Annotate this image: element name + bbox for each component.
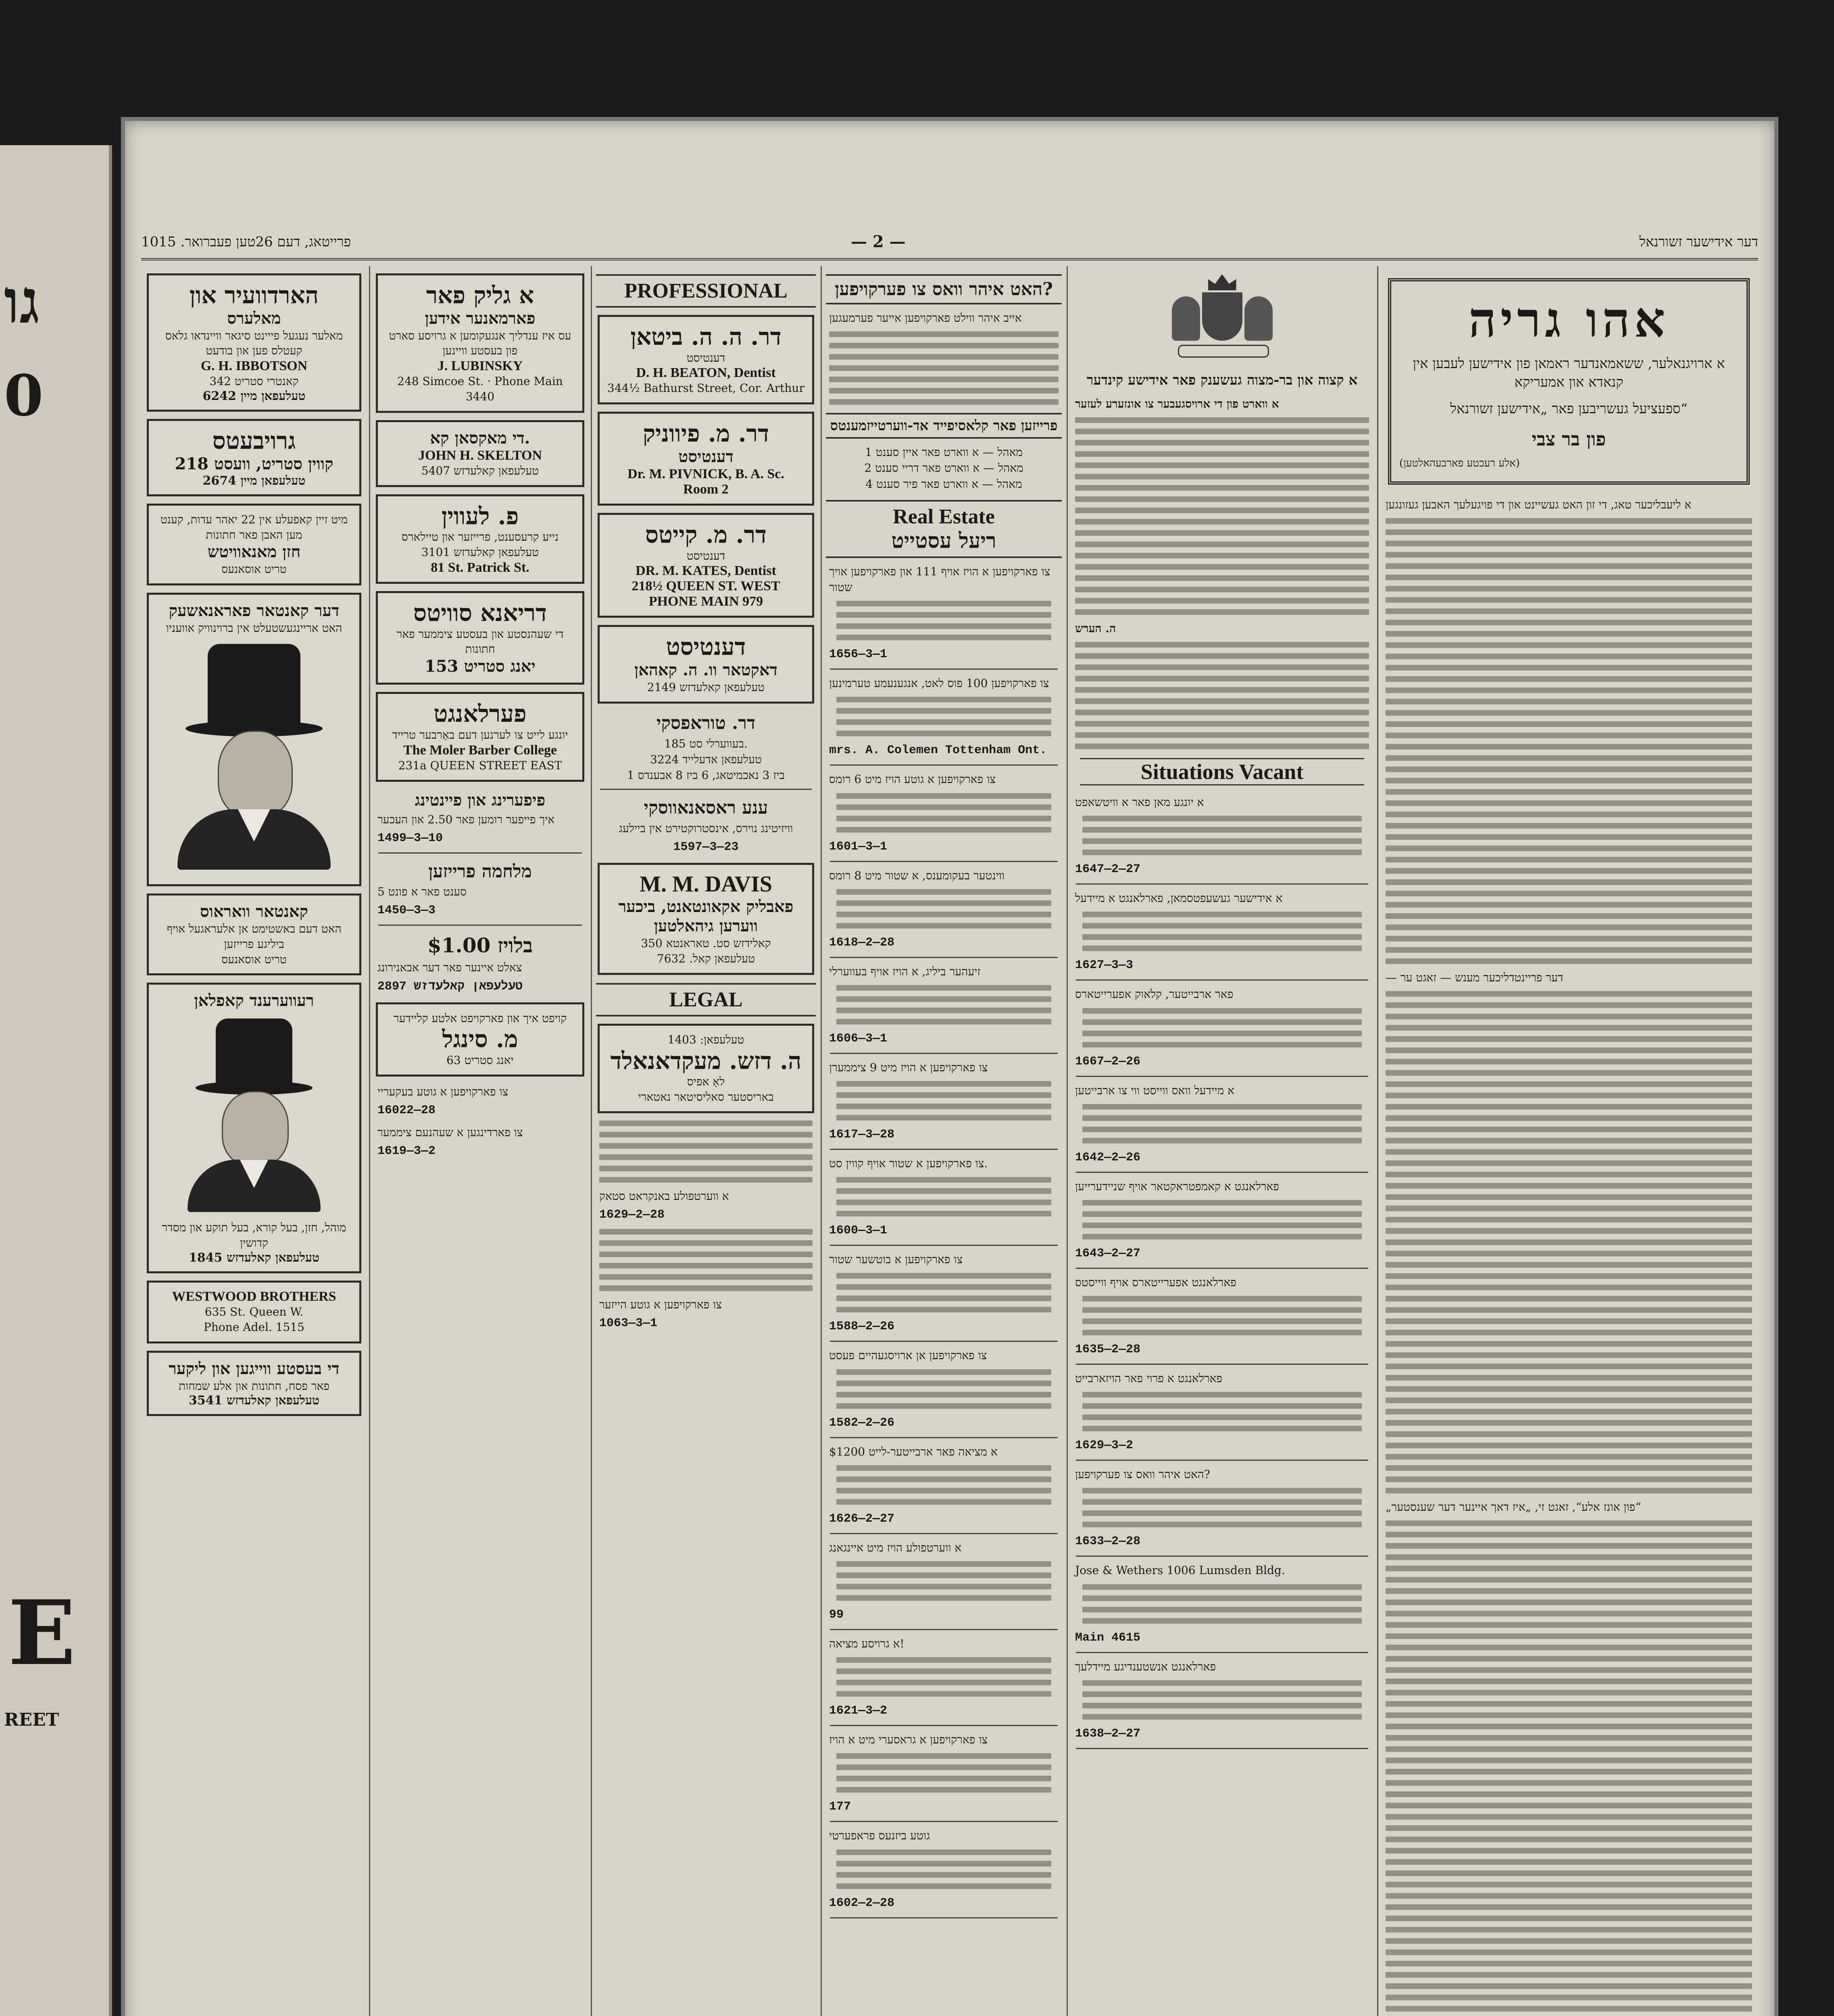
section-heading-real-estate bbox=[826, 500, 1062, 558]
rate-line: 1 מאהל — א ווארט פאר איין סענט bbox=[865, 446, 1023, 459]
ad-phone: טעלעפאן קאלעדזש 5407 bbox=[421, 464, 539, 477]
classified-item bbox=[829, 771, 1059, 855]
classified-text: צו פארקויפען א גוטע בעקעריי bbox=[377, 1085, 509, 1098]
ad-levin bbox=[376, 494, 584, 584]
ad-name: DR. M. KATES, Dentist bbox=[636, 563, 776, 579]
ad-phone: טעלעפאן מיין 2674 bbox=[202, 473, 306, 488]
portrait-cantor-illustration bbox=[169, 644, 339, 870]
classified-ref: 99 bbox=[829, 1608, 844, 1622]
prev-page-number: 0 bbox=[4, 363, 44, 429]
classified-text: פארלאנגט א קאמפטראקטאר אויף שניידערייען bbox=[1075, 1179, 1279, 1193]
text-block bbox=[836, 1561, 1051, 1601]
classified-ref: 1588—2—26 bbox=[829, 1320, 895, 1334]
classified-text: זיעהער ביליג, א הויז אויף בעווערלי bbox=[829, 964, 981, 978]
ad-text: פאר פסח, חתונות און אלע שמחות bbox=[178, 1379, 330, 1393]
classified-item bbox=[829, 1636, 1059, 1719]
ad-name: JOHN H. SKELTON bbox=[418, 448, 542, 463]
ad-title: מ. סינגל bbox=[442, 1025, 518, 1053]
ad-title: ה. דזש. מעקדאנאלד bbox=[610, 1047, 802, 1075]
classified-ref: 1621—3—2 bbox=[829, 1704, 888, 1718]
classified-list bbox=[1068, 794, 1376, 1749]
story-rights-note: (אלע רעכטע פארבעהאלטען) bbox=[1399, 457, 1520, 469]
ad-subtitle: דענטיסט bbox=[686, 549, 725, 562]
classified-text: א אידישער געשעפטסמאן, פארלאנגט א מיידעל bbox=[1075, 891, 1283, 905]
story-subtitle: א ארויגנאלער, ששאמאנדער ראמאן פון אידישען לעבען אין קנאדא און אמעריקא bbox=[1413, 356, 1725, 390]
ad-kahan-dentist bbox=[598, 625, 814, 703]
text-block bbox=[836, 1369, 1051, 1409]
heading-english: Real Estate bbox=[893, 505, 995, 528]
text-block bbox=[836, 697, 1051, 736]
ad-address: קווין סטריט, וועסט 218 bbox=[175, 454, 333, 473]
classified-text: א גרויסע מציאה! bbox=[829, 1637, 904, 1650]
ad-beaton-dentist bbox=[598, 315, 814, 404]
ad-text: האט דעם באשטימט אן אלעראגעל אויף ביליגע פרייזען bbox=[167, 922, 342, 951]
text-block bbox=[836, 1081, 1051, 1120]
classified-ref: 1063—3—1 bbox=[599, 1316, 658, 1331]
classified-text: האט איהר וואס צו פערקויפען? bbox=[1075, 1468, 1210, 1481]
ad-title: דר. מ. קייטס bbox=[645, 521, 767, 548]
ad-name: J. LUBINSKY bbox=[437, 358, 523, 374]
header-masthead: דער אידישער זשורנאל bbox=[1639, 234, 1758, 250]
classified-ref: 1618—2—28 bbox=[829, 935, 895, 950]
text-block bbox=[836, 1849, 1051, 1889]
ad-text: באריסטער סאליסיטאר נאטארי bbox=[638, 1090, 774, 1104]
classified-ref: 1629—3—2 bbox=[1075, 1439, 1134, 1453]
ad-mcdonald-lawyer bbox=[598, 1024, 814, 1113]
ad-singer bbox=[376, 1002, 584, 1077]
rate-line: 2 מאהל — א ווארט פאר דריי סענט bbox=[864, 461, 1023, 475]
ad-contact: טריט אוסאנעס bbox=[221, 952, 287, 966]
ad-title: פ. לעווין bbox=[441, 502, 519, 530]
previous-page-edge bbox=[0, 145, 112, 2016]
classified-item bbox=[1075, 1083, 1369, 1166]
ad-text: קויפט איך און פארקויפט אלטע קליידער bbox=[393, 1011, 567, 1025]
royal-coat-of-arms-emblem bbox=[1170, 274, 1275, 363]
ad-title: דר. ה. ה. ביטאן bbox=[630, 323, 782, 350]
ad-title: דענטיסט bbox=[666, 633, 746, 661]
ad-phone: PHONE MAIN 979 bbox=[648, 594, 763, 609]
ad-text: עס איז ענדליך אנגעקומען א גרויסע סארט פון בעסטע וויינען bbox=[389, 329, 571, 358]
prev-page-headline: גו bbox=[4, 266, 40, 337]
ad-ref: 1450—3—3 bbox=[377, 904, 436, 918]
classified-ref: 1642—2—26 bbox=[1075, 1150, 1141, 1164]
text-block bbox=[1082, 912, 1362, 951]
story-text-block bbox=[1386, 1520, 1752, 2016]
classified-text: א יונגע מאן פאר א וויטשאפט bbox=[1075, 795, 1204, 809]
rate-line: 4 מאהל — א ווארט פאר פיר סענט bbox=[865, 477, 1022, 491]
classified-item bbox=[599, 1188, 813, 1223]
classified-ref: 1656—3—1 bbox=[829, 648, 888, 662]
ad-text: די שעהנסטע און בעסטע ציממער פאר חתונות bbox=[396, 627, 564, 656]
ad-text: פאבליק אקאונטאנט, ביכער ווערען גיהאלטען bbox=[618, 897, 794, 936]
ad-title: הארדוועיר און bbox=[189, 281, 319, 309]
classified-text: א מיידעל וואס ווייסט ווי צו ארבייטען bbox=[1075, 1083, 1234, 1097]
ad-text: וויזיטינג נוירס, אינסטרוקטירט אין ביילעג bbox=[619, 821, 793, 835]
ad-address: 63 יאנג סטריט bbox=[446, 1054, 514, 1067]
ad-subtitle: דענטיסט bbox=[678, 447, 734, 466]
classified-text: צו פארקויפען א גראסערי מיט א הויז bbox=[829, 1733, 988, 1747]
classified-text: ווינטער בעקומענס, א שטור מיט 8 רומס bbox=[829, 868, 1005, 882]
ad-text: איך פייפער רומען פאר 2.50 און העכער bbox=[377, 812, 555, 826]
ad-cantor-varaus bbox=[147, 893, 361, 975]
ad-room: Room 2 bbox=[683, 481, 729, 497]
portrait-reverend-illustration bbox=[181, 1018, 327, 1212]
classified-item bbox=[829, 1540, 1059, 1623]
ad-text: יונגע לייט צו לערנען דעם באַרבער טרייד bbox=[392, 728, 568, 741]
story-paragraph: „פון אונז אלע“, זאגט זי, „איז דאך איינער דער שענסטער“ bbox=[1386, 1500, 1641, 1514]
ad-title: דריאנא סוויטס bbox=[413, 599, 547, 627]
ad-phone: טעלעפאן מיין 6242 bbox=[202, 389, 306, 404]
section-heading-legal: LEGAL bbox=[596, 983, 816, 1016]
text-block bbox=[1082, 1008, 1362, 1048]
header-page-number: — 2 — bbox=[851, 232, 906, 251]
classified-ref: 1635—2—28 bbox=[1075, 1343, 1141, 1357]
text-block bbox=[599, 1229, 813, 1291]
ad-title: רעווערענד קאפלאן bbox=[194, 991, 314, 1010]
ad-title: ענע ראסאנאווסקי bbox=[644, 798, 768, 818]
classified-item bbox=[829, 1060, 1059, 1143]
text-block bbox=[836, 793, 1051, 833]
ad-address: 344½ Bathurst Street, Cor. Arthur bbox=[607, 381, 804, 395]
classified-text: פארלאנגט א פרוי פאר הויזארבייט bbox=[1075, 1372, 1223, 1385]
ad-subtitle: דענטיסט bbox=[686, 351, 725, 364]
header-date: 1015 .פרייטאג, דעם 26טען פעברואר bbox=[141, 234, 351, 250]
classified-item bbox=[377, 1084, 583, 1119]
column-5 bbox=[1067, 266, 1376, 2016]
ad-address: 350 קאלידזש סט. טאראנטא bbox=[641, 937, 771, 950]
classified-item bbox=[829, 1444, 1059, 1527]
ad-wines-liquor bbox=[147, 1351, 361, 1416]
story-paragraph: א ליעבליכער טאג, די זון האט געשיינט און די פויגעלעך האבען געזונגען bbox=[1386, 498, 1692, 511]
classified-ref: 1633—2—28 bbox=[1075, 1535, 1141, 1549]
classified-text: פארלאנגט אנשטענדיגע מיידלעך bbox=[1075, 1660, 1216, 1673]
ad-papering bbox=[377, 789, 583, 847]
ad-pivnick-dentist bbox=[598, 412, 814, 506]
ad-name: דאקטאר וו. ה. קאהאן bbox=[634, 660, 777, 680]
ad-phone: טעלעפאן אדעלייד 3224 bbox=[650, 752, 762, 766]
ad-title: M. M. DAVIS bbox=[640, 871, 772, 897]
ad-address: 153 יאנג סטריט bbox=[425, 657, 536, 676]
story-title: אהו גריה bbox=[1468, 292, 1669, 348]
ad-title: די בעסטע ווייגען און ליקער bbox=[169, 1359, 340, 1378]
classified-item bbox=[829, 564, 1059, 663]
classified-ref: mrs. A. Colemen Tottenham Ont. bbox=[829, 744, 1047, 758]
text-block bbox=[836, 601, 1051, 640]
text-block bbox=[836, 1465, 1051, 1505]
classified-ref: 1627—3—3 bbox=[1075, 958, 1134, 973]
ad-phone: טעלעפאן: 1403 bbox=[667, 1033, 744, 1046]
ad-text: 5 סענט פאר א פונט bbox=[377, 885, 467, 899]
classified-text: צו פארקויפען 100 פוס לאט, אנגענעמע טערמינען bbox=[829, 677, 1049, 690]
text-block bbox=[836, 1657, 1051, 1697]
section-heading-sell: האט איהר וואס צו פערקויפען? bbox=[826, 274, 1062, 304]
ad-title: דר. טוראפסקי bbox=[656, 712, 756, 733]
classified-item bbox=[829, 1252, 1059, 1335]
classified-item bbox=[599, 1297, 813, 1332]
ad-title: גרויבעטס bbox=[212, 427, 296, 455]
classified-ref: 1600—3—1 bbox=[829, 1224, 888, 1238]
ad-address: 185 בעווערלי סט. bbox=[664, 737, 748, 750]
ad-address: 218½ QUEEN ST. WEST bbox=[631, 579, 780, 594]
rates-heading: פרייזען פאר קלאסיפייד אד-ווערטייזמענטס bbox=[826, 413, 1062, 439]
ad-name: Dr. M. PIVNICK, B. A. Sc. bbox=[627, 466, 784, 481]
ad-address: 342 קאנטרי סטריט bbox=[209, 375, 299, 388]
ad-mm-davis bbox=[598, 863, 814, 975]
column-4 bbox=[821, 266, 1066, 2016]
text-block bbox=[1082, 1680, 1362, 1720]
text-block bbox=[836, 1177, 1051, 1216]
ad-address: 231a QUEEN STREET EAST bbox=[398, 758, 562, 772]
column-2 bbox=[369, 266, 590, 2016]
text-block bbox=[1082, 1488, 1362, 1527]
ad-phone: טעלעפאן קאלעדזש 3541 bbox=[188, 1393, 320, 1408]
text-block bbox=[836, 1753, 1051, 1793]
ad-phone: טעלעפאן קאלעדזש 2149 bbox=[647, 681, 765, 694]
classified-item bbox=[1075, 1179, 1369, 1262]
ad-phone: Phone Main 3440 bbox=[465, 375, 563, 404]
ad-text: האט אריינגעשטעלט אין ברוינוויק אוועניו bbox=[166, 621, 342, 635]
ad-subtitle: לאָ אפיס bbox=[687, 1075, 725, 1089]
classified-item bbox=[1075, 1466, 1369, 1550]
classified-ref: 1667—2—26 bbox=[1075, 1054, 1141, 1068]
story-text-block bbox=[1386, 991, 1752, 1493]
classified-text: גוטע ביזנעס פראפערטי bbox=[829, 1829, 930, 1843]
text-block bbox=[1082, 1200, 1362, 1239]
ad-title: פערלאנגט bbox=[433, 700, 527, 728]
classified-text: צו פארקויפען א גוטע הייזער bbox=[599, 1298, 722, 1312]
ad-text: מיט זיין קאפעלע אין 22 יאהר עדות, קענט מען האבן פאר חתונות bbox=[160, 512, 348, 541]
emblem-caption: א קצוה און בר-מצוה געשענק פאר אידישע קינדער bbox=[1086, 372, 1358, 388]
ad-subtitle: מאלערס bbox=[227, 308, 281, 328]
classified-text: א ווערטפולע באנקראט סטאק bbox=[599, 1189, 729, 1203]
classified-ref: 1626—2—27 bbox=[829, 1512, 895, 1526]
text-block bbox=[836, 889, 1051, 929]
classified-text: צו פארקויפען א הויז אויף 111 און פארקויפען אויך שטור bbox=[829, 564, 1050, 594]
ad-ref: 1597—3—23 bbox=[673, 840, 739, 854]
ad-title: קאנטאר וואראוס bbox=[200, 902, 308, 921]
text-block bbox=[829, 331, 1059, 405]
ad-phone: Phone Adel. 1515 bbox=[204, 1320, 304, 1334]
ad-name: D. H. BEATON, Dentist bbox=[636, 365, 776, 381]
ad-name: The Moler Barber College bbox=[403, 742, 557, 758]
ad-address: 635 St. Queen W. bbox=[204, 1305, 304, 1318]
classified-item bbox=[829, 1828, 1059, 1911]
rates-list bbox=[829, 444, 1059, 492]
ad-text: נייע קרעסענט, פרייזער און טיילארס bbox=[401, 530, 559, 544]
text-block bbox=[1082, 1296, 1362, 1335]
ad-ref: 1499—3—10 bbox=[377, 831, 443, 845]
text-block bbox=[1082, 1584, 1362, 1624]
classified-text: א ווערטפולע הויז מיט איינגאנג bbox=[829, 1541, 962, 1554]
classified-ref: 16022—28 bbox=[377, 1104, 436, 1118]
article-intro: א ווארט פון די ארויסגעבער צו אונזערע לעזער bbox=[1075, 397, 1279, 410]
classified-text: Jose & Wethers 1006 Lumsden Bldg. bbox=[1075, 1564, 1285, 1577]
classified-ref: 1643—2—27 bbox=[1075, 1246, 1141, 1260]
ad-phone: טעלעפאן קאל. 7632 bbox=[656, 952, 755, 966]
column-6 bbox=[1377, 266, 1759, 2016]
ad-address: 81 St. Patrick St. bbox=[431, 560, 529, 575]
ad-lubinsky: א גליק פאר פארמאנער אידען עס איז ענדליך אנגעקומען א גרויסע סארט פון בעסטע וויינען J. LUBINSKY 248 Simcoe St. · Phone Main 3440 bbox=[376, 273, 584, 413]
ad-title: די מאקסאן קא. bbox=[430, 428, 530, 448]
classified-text: א מציאה פאר ארבייטער-לייט $1200 bbox=[829, 1445, 998, 1458]
classified-item bbox=[829, 1156, 1059, 1239]
ad-kates-dentist bbox=[598, 513, 814, 618]
text-block bbox=[836, 1273, 1051, 1312]
text-block bbox=[1075, 642, 1369, 749]
serial-story-title-box bbox=[1388, 278, 1750, 485]
ad-phone: טעלעפאן קאלעדזש 1845 bbox=[188, 1250, 320, 1265]
story-paragraph: — דער פריינטדליכער מענש — זאגט ער bbox=[1386, 971, 1563, 984]
story-text-block bbox=[1386, 518, 1752, 964]
classified-text: פארלאנגט אפערייטארס אויף ווייסטס bbox=[1075, 1275, 1236, 1289]
ad-title: דר. מ. פיווניק bbox=[642, 420, 769, 448]
ad-address: 248 Simcoe St. bbox=[397, 375, 484, 388]
ad-name: G. H. IBBOTSON bbox=[200, 358, 308, 374]
ad-text: מאלער נעגעל פייינט סיגאר וויינדאו גלאס קעטלס פען און בודעט bbox=[165, 329, 343, 358]
classified-item bbox=[1075, 890, 1369, 974]
classified-item bbox=[1075, 986, 1369, 1070]
text-block bbox=[1082, 816, 1362, 855]
classified-ref: 1617—3—28 bbox=[829, 1128, 895, 1142]
ad-title: א גליק פאר bbox=[426, 281, 534, 309]
classified-text: צו פארקויפען א הויז מיט 9 ציממערן bbox=[829, 1060, 988, 1074]
heading-yiddish: ריעל עסטייט bbox=[891, 528, 996, 553]
classified-text: פאר ארבייטער, קלאוק אפערייטארס bbox=[1075, 987, 1234, 1001]
ad-cantor-paranashek bbox=[147, 593, 361, 886]
ad-title: WESTWOOD BROTHERS bbox=[172, 1289, 336, 1304]
classified-item bbox=[829, 1732, 1059, 1815]
column-3 bbox=[591, 266, 820, 2016]
ad-westwood-brothers bbox=[147, 1281, 361, 1343]
ad-reverend-kaplan bbox=[147, 983, 361, 1273]
ad-diana-sweets bbox=[376, 591, 584, 685]
text-block bbox=[836, 985, 1051, 1025]
ad-title: בלויז $1.00 bbox=[427, 933, 533, 958]
ad-phone: טעלעפאן קאלעדזש 3101 bbox=[421, 546, 539, 559]
ad-subtitle: פארמאנער אידען bbox=[425, 308, 536, 328]
classified-text: צו פארקויפען א גוטע הויז מיט 6 רומס bbox=[829, 773, 996, 786]
classified-ref: 1602—2—28 bbox=[829, 1896, 895, 1910]
newspaper-page bbox=[121, 117, 1778, 2016]
prev-page-letter: E bbox=[8, 1581, 76, 1685]
ad-phone: טעלעפאן קאלעדזש 2897 bbox=[377, 979, 523, 993]
classified-item bbox=[1075, 794, 1369, 878]
ad-skelton bbox=[376, 420, 584, 487]
page-header bbox=[141, 230, 1758, 260]
ad-goldberg bbox=[147, 419, 361, 496]
classified-item bbox=[1075, 1275, 1369, 1358]
ad-cantor-manovitch bbox=[147, 504, 361, 585]
classified-text: צו פארקויפען אן ארויסגעהיים פעסט bbox=[829, 1349, 987, 1362]
ad-hours: 1 ביז 3 נאכמיטאג, 6 ביז 8 אבענדס bbox=[627, 768, 785, 782]
ad-contact: טריט אוסאנעס bbox=[221, 562, 287, 576]
classified-text: צו פארקויפען א שטור אויף קווין סט. bbox=[829, 1157, 988, 1170]
classified-ref: 1606—3—1 bbox=[829, 1031, 888, 1045]
text-block bbox=[599, 1120, 813, 1183]
section-intro: אייב איהר ווילט פארקויפען אייער פערמעגען bbox=[829, 311, 1022, 325]
classified-item bbox=[377, 1125, 583, 1160]
ad-ibbotson bbox=[147, 273, 361, 412]
ad-subscription bbox=[377, 931, 583, 995]
column-1 bbox=[141, 266, 367, 2016]
classified-item bbox=[1075, 1659, 1369, 1742]
ad-name: חזן מאנאוויטש bbox=[207, 542, 301, 562]
classified-item bbox=[829, 1347, 1059, 1431]
classified-ref: 1582—2—26 bbox=[829, 1416, 895, 1430]
classified-item bbox=[829, 964, 1059, 1047]
classified-item bbox=[1075, 1562, 1369, 1646]
text-block bbox=[1082, 1104, 1362, 1143]
classified-item bbox=[829, 675, 1059, 759]
ad-rosanowsky bbox=[599, 796, 813, 856]
classified-ref: 1638—2—27 bbox=[1075, 1727, 1141, 1741]
text-block bbox=[1082, 1392, 1362, 1431]
article-signature: ה. הערש bbox=[1075, 621, 1116, 635]
ad-text: צאלט איינער פאר דער אבאנירונג bbox=[377, 961, 522, 975]
classified-list bbox=[822, 564, 1066, 1918]
ad-war-prices bbox=[377, 859, 583, 919]
ad-text: מוהל, חזן, בעל קורא, בעל תוקע און מסדר קדושין bbox=[162, 1221, 346, 1250]
classified-ref: 177 bbox=[829, 1800, 851, 1814]
classified-text: צו פארקויפען א בוטשער שטור bbox=[829, 1253, 963, 1266]
ad-title: מלחמה פרייזען bbox=[428, 861, 532, 882]
classified-ref: 1601—3—1 bbox=[829, 839, 888, 854]
classified-ref: Main 4615 bbox=[1075, 1631, 1141, 1645]
story-author: פון בר צבי bbox=[1532, 428, 1606, 450]
classified-ref: 1629—2—28 bbox=[599, 1208, 665, 1222]
classified-ref: 1647—2—27 bbox=[1075, 862, 1141, 877]
story-byline: ספעציעל געשריבען פאר „אידישען זשורנאל“ bbox=[1450, 400, 1688, 417]
text-block bbox=[1075, 417, 1369, 615]
ad-title: דער קאנטאר פאראנאשעק bbox=[169, 601, 340, 621]
ad-title: פיפערינג און פיינטינג bbox=[415, 790, 546, 810]
classified-item bbox=[1075, 1370, 1369, 1454]
classified-item bbox=[829, 868, 1059, 951]
classified-text: צו פארדינגען א שעהנעם ציממער bbox=[377, 1126, 523, 1139]
section-heading-situations-vacant: Situations Vacant bbox=[1080, 758, 1364, 785]
classified-ref: 1619—3—2 bbox=[377, 1144, 436, 1158]
section-heading-professional: PROFESSIONAL bbox=[596, 274, 816, 308]
prev-page-street: REET bbox=[4, 1710, 59, 1730]
ad-moler-barber-college bbox=[376, 692, 584, 781]
ad-turafsky bbox=[599, 711, 813, 783]
